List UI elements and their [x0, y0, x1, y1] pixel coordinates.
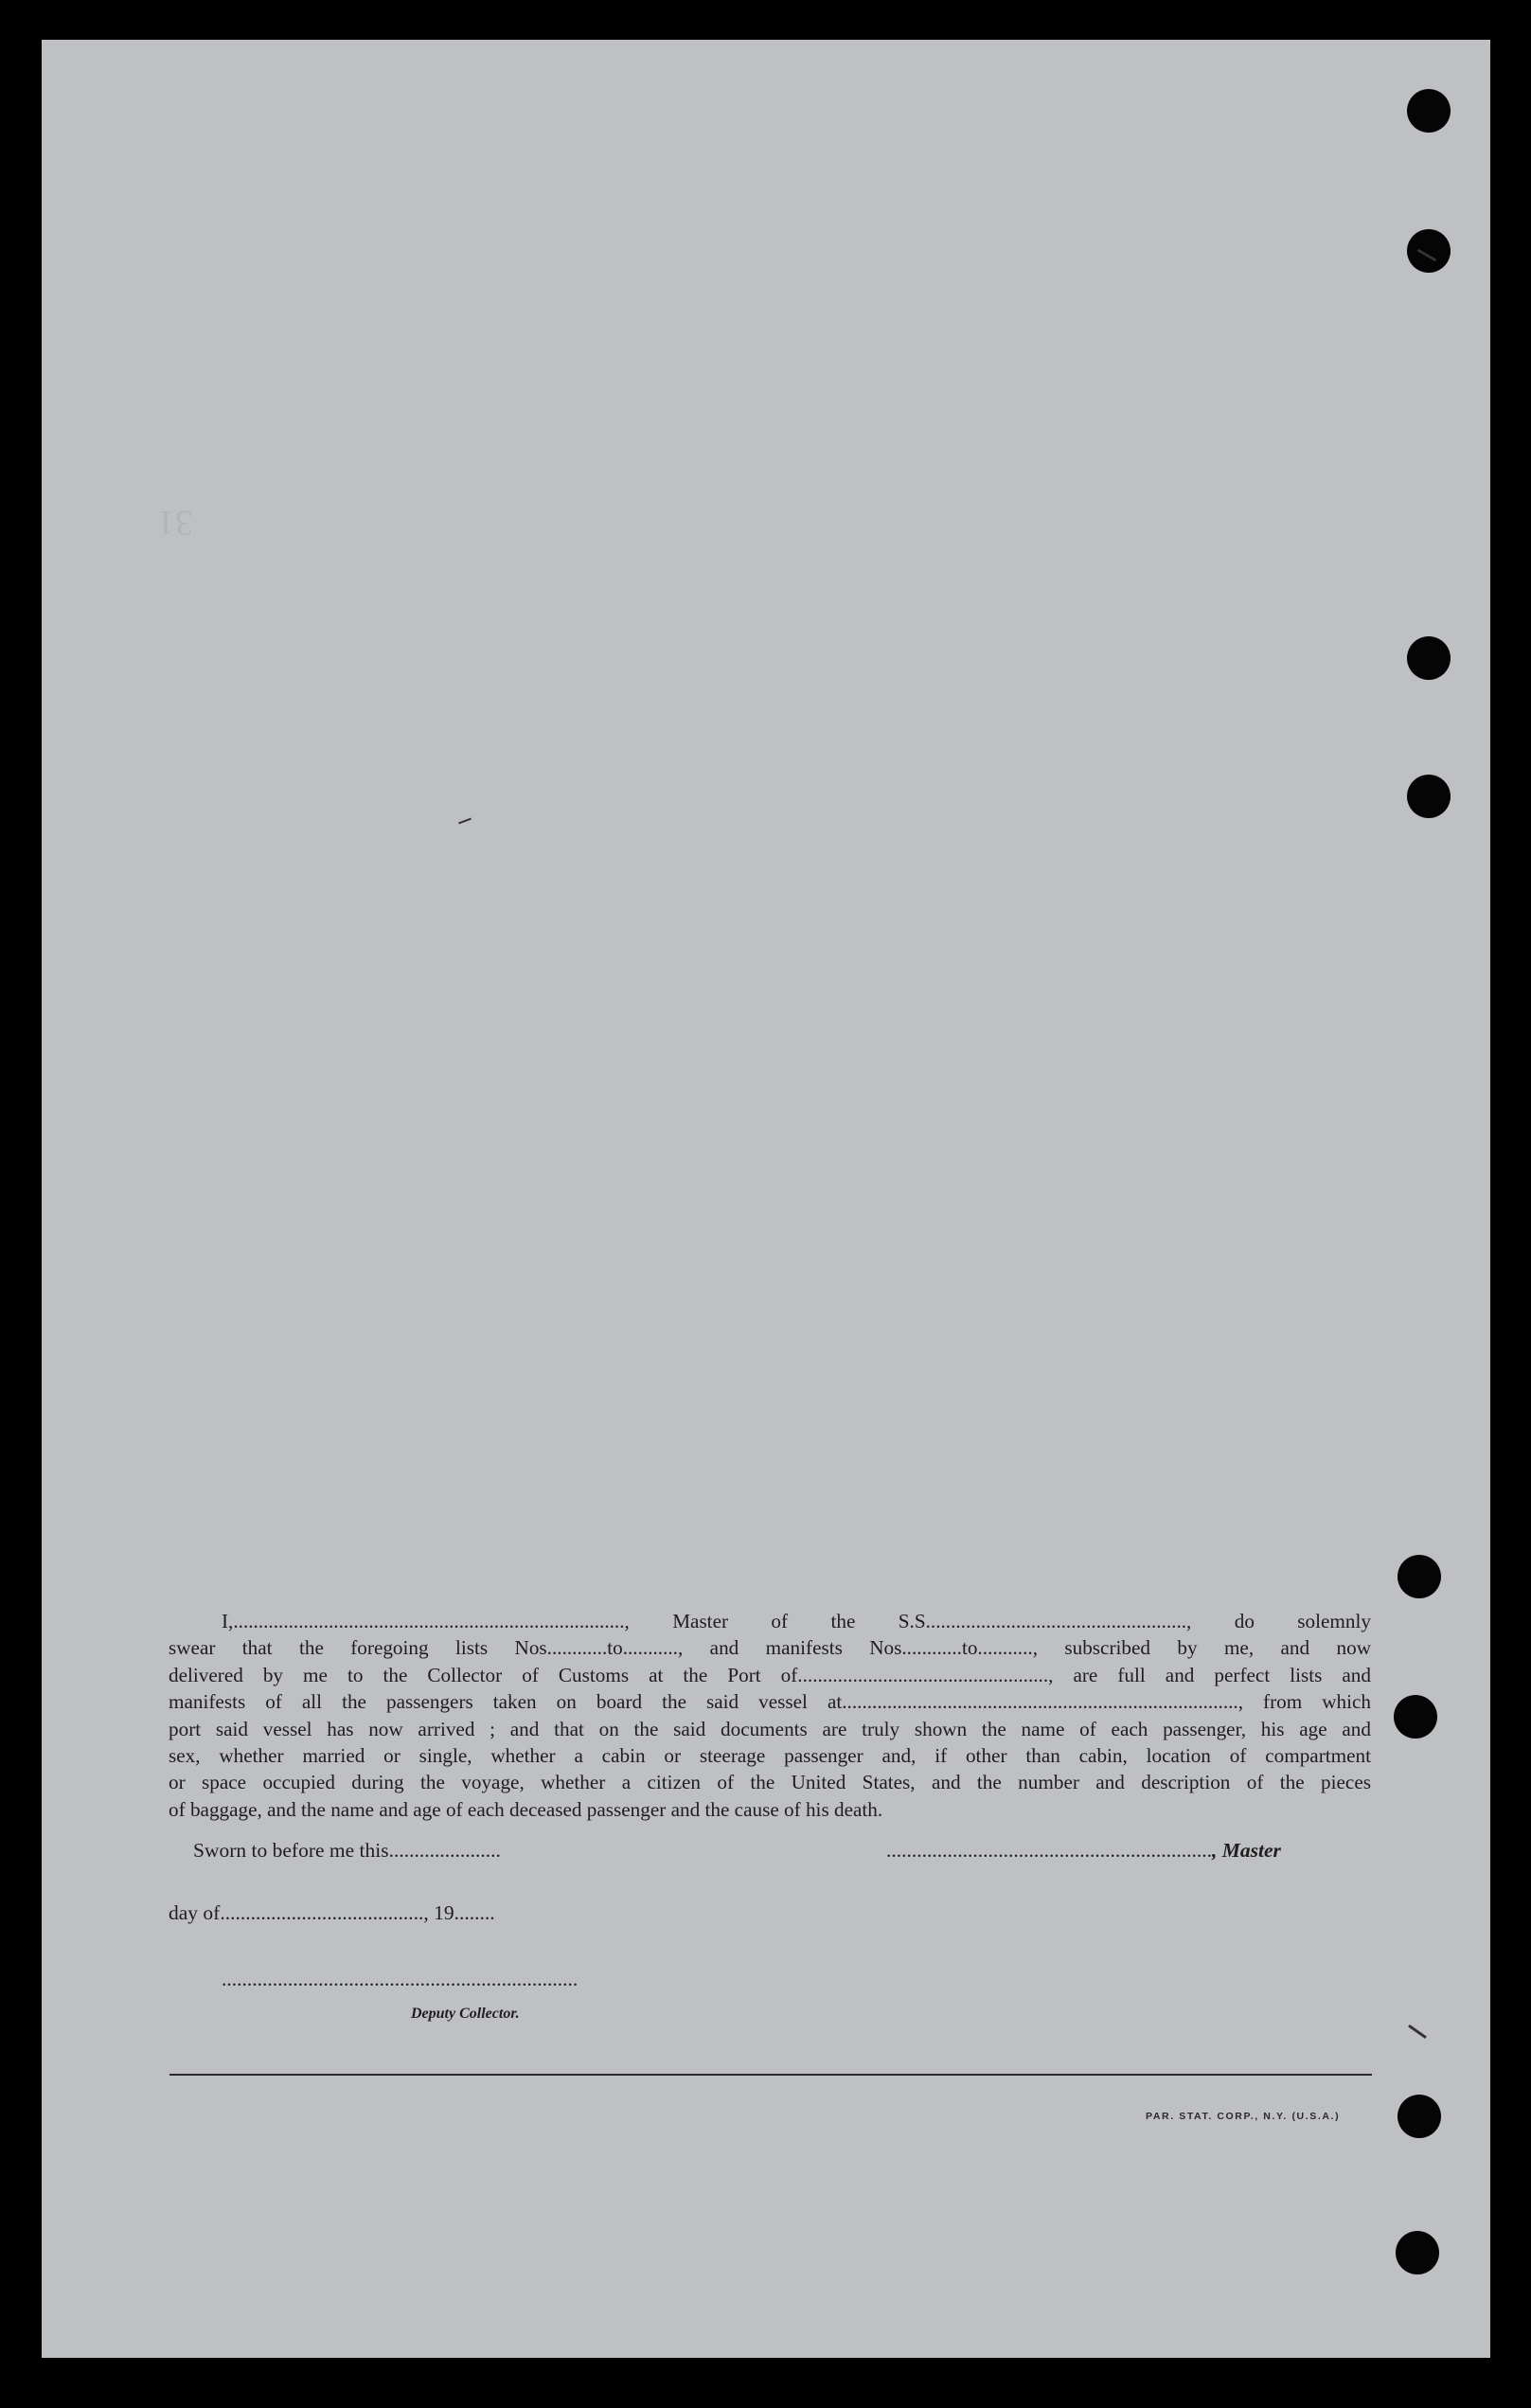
binder-hole: [1394, 1695, 1437, 1739]
oath-line: port said vessel has now arrived ; and that on the said documents are truly shown the name of each passenger, his age and: [169, 1717, 1371, 1740]
sworn-before-line: Sworn to before me this......................: [193, 1839, 501, 1862]
master-dots: ................................................................: [886, 1839, 1212, 1862]
oath-line: of baggage, and the name and age of each deceased passenger and the cause of his death.: [169, 1797, 883, 1821]
oath-line: or space occupied during the voyage, whether a citizen of the United States, and the number and description of the pieces: [169, 1771, 1371, 1794]
binder-hole: [1407, 636, 1451, 680]
deputy-signature-line: ......................................................................: [222, 1968, 579, 1990]
oath-line: swear that the foregoing lists Nos............to..........., and manifests Nos............to..........., subscribed by me, and now: [169, 1636, 1371, 1660]
printer-imprint: PAR. STAT. CORP., N.Y. (U.S.A.): [1146, 2111, 1341, 2122]
paper-speck: [1408, 2025, 1427, 2039]
day-of-line: day of........................................, 19........: [169, 1901, 495, 1924]
page-number: 31: [157, 503, 193, 543]
binder-hole: [1407, 775, 1451, 818]
oath-line: I,.............................................................................., Master of the S.S...................................................., do solemnly: [222, 1610, 1371, 1632]
oath-paragraph: [169, 1608, 1371, 1823]
binder-hole: [1407, 229, 1451, 273]
form-page: [42, 40, 1490, 2358]
oath-line: manifests of all the passengers taken on board the said vessel at..............................................................................., from which: [169, 1690, 1371, 1714]
oath-line: delivered by me to the Collector of Customs at the Port of.................................................., are full and perfect lists and: [169, 1663, 1371, 1686]
binder-hole: [1407, 89, 1451, 133]
deputy-collector-label: Deputy Collector.: [411, 2006, 520, 2022]
binder-hole: [1396, 2231, 1439, 2274]
binder-hole: [1397, 1555, 1441, 1598]
master-signature-line: [886, 1839, 1281, 1863]
master-label: , Master: [1212, 1839, 1281, 1862]
oath-line: sex, whether married or single, whether a cabin or steerage passenger and, if other than cabin, location of compartment: [169, 1744, 1371, 1768]
paper-speck: [458, 818, 472, 825]
binder-hole: [1397, 2095, 1441, 2138]
horizontal-rule: [169, 2074, 1372, 2076]
